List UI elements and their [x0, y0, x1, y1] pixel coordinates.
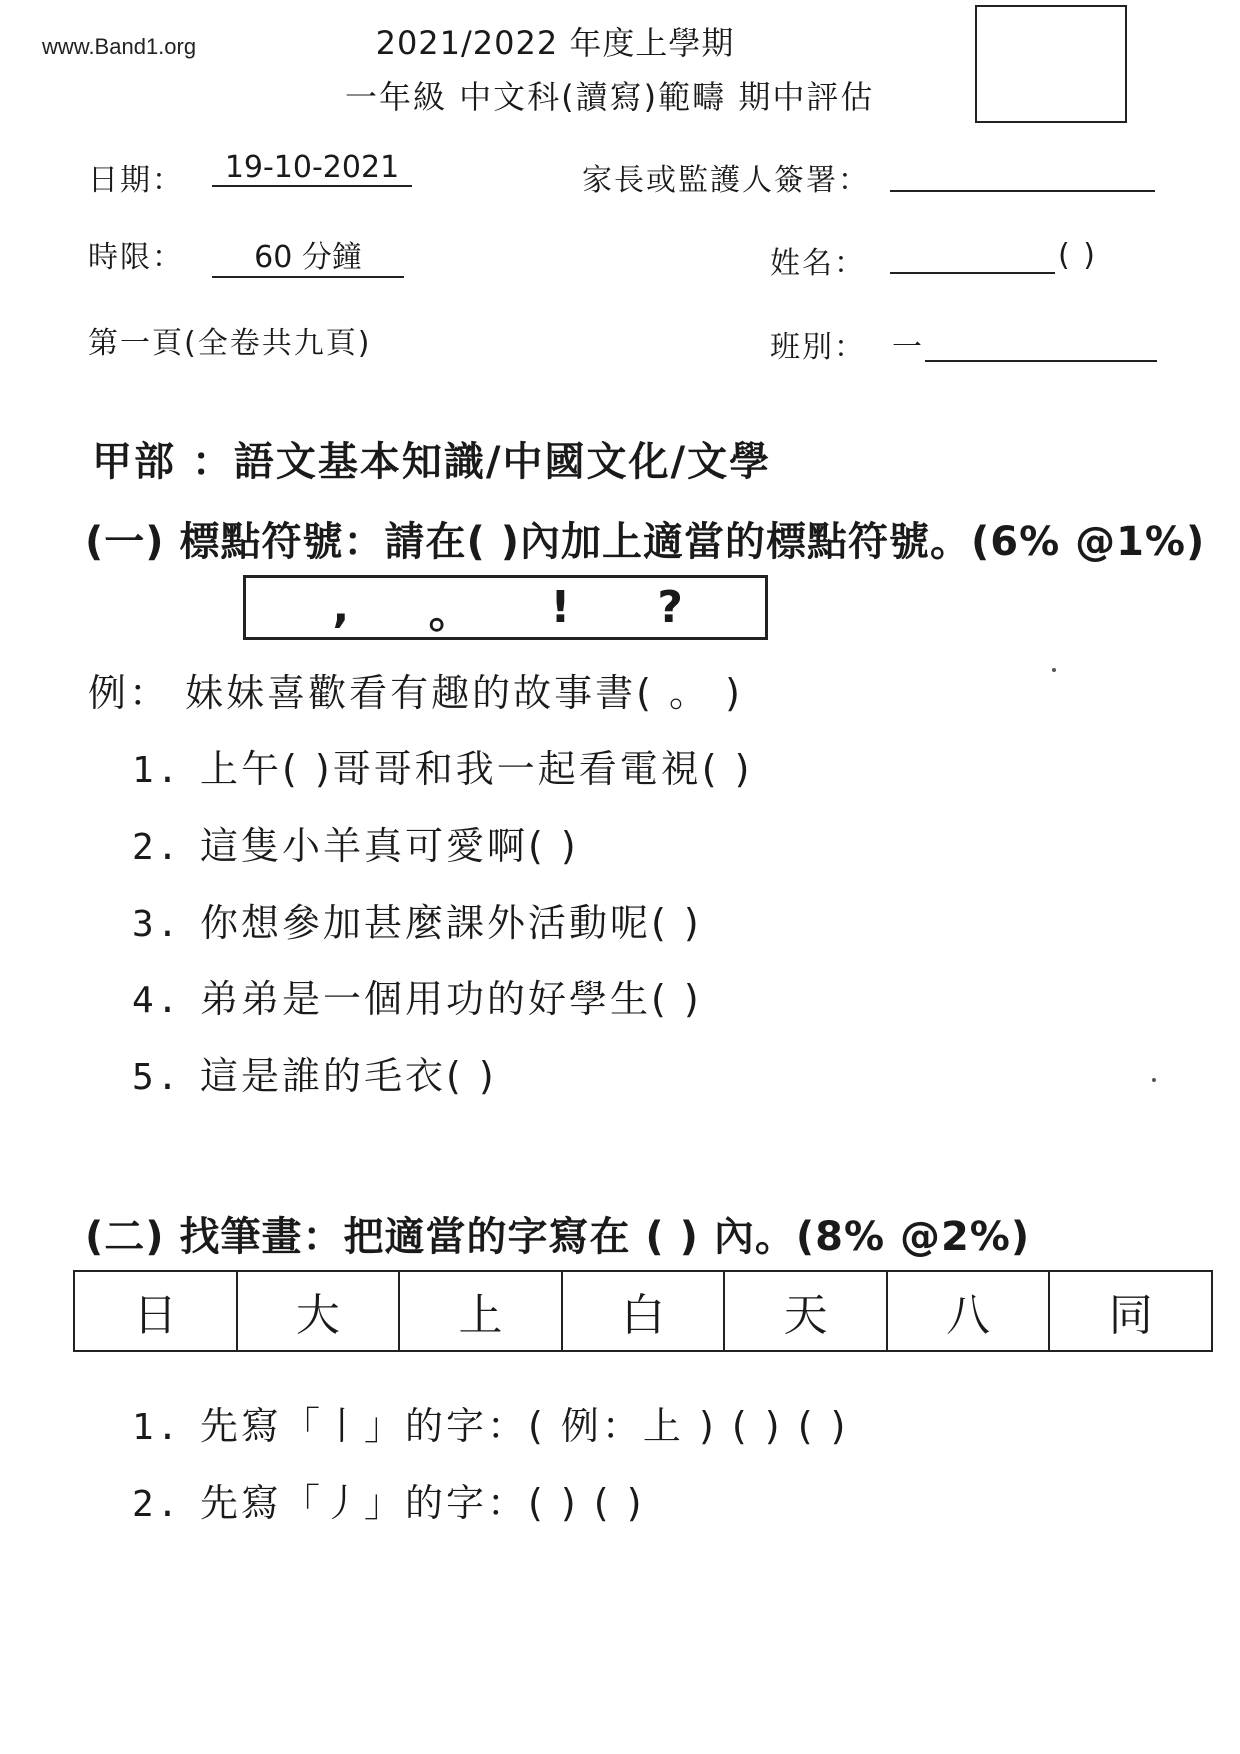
name-line[interactable]	[890, 272, 1055, 274]
q1-item-text: 你想參加甚麼課外活動呢( )	[200, 901, 702, 945]
q1-item-number: 4.	[132, 980, 182, 1021]
q1-item-text: 弟弟是一個用功的好學生( )	[200, 977, 702, 1021]
punct-option-period: 。	[428, 586, 473, 638]
q1-item[interactable]	[132, 815, 579, 870]
q2-item-number: 1.	[132, 1407, 182, 1448]
signature-label: 家長或監護人簽署：	[582, 163, 870, 198]
exam-title-line2: 一年級 中文科(讀寫)範疇 期中評估	[345, 78, 875, 116]
class-prefix: 一	[892, 330, 924, 365]
character-table	[73, 1270, 1213, 1352]
q1-item-number: 1.	[132, 750, 182, 791]
q1-item-text: 這是誰的毛衣( )	[200, 1054, 497, 1098]
q1-item[interactable]	[132, 892, 702, 947]
character-cell: 大	[238, 1272, 401, 1350]
section-a-heading: 甲部 ：語文基本知識/中國文化/文學	[92, 439, 772, 485]
watermark: www.Band1.org	[42, 34, 197, 59]
q1-item-number: 5.	[132, 1057, 182, 1098]
q2-item[interactable]	[132, 1395, 848, 1450]
character-cell: 白	[563, 1272, 726, 1350]
q2-item[interactable]	[132, 1472, 645, 1527]
score-box	[975, 5, 1127, 123]
q2-item-text: 先寫「丿」的字：( ) ( )	[200, 1481, 645, 1525]
punct-option-comma: ,	[332, 582, 350, 633]
q1-item-text: 這隻小羊真可愛啊( )	[200, 824, 579, 868]
character-cell: 八	[888, 1272, 1051, 1350]
scan-speck	[1152, 1078, 1156, 1082]
character-cell: 同	[1108, 1290, 1153, 1341]
page-indicator: 第一頁(全卷共九頁)	[88, 326, 372, 361]
name-label: 姓名：	[770, 246, 866, 281]
class-label: 班別：	[770, 330, 866, 365]
date-label: 日期：	[88, 163, 184, 198]
q2-item-text: 先寫「丨」的字：( 例：上 ) ( ) ( )	[200, 1404, 849, 1448]
time-label: 時限：	[88, 240, 184, 275]
q2-item-number: 2.	[132, 1484, 182, 1525]
character-cell: 日	[75, 1272, 238, 1350]
character-cell: 天	[725, 1272, 888, 1350]
scan-speck	[1052, 668, 1056, 672]
signature-line[interactable]	[890, 190, 1155, 192]
class-number-bracket: ( )	[1058, 238, 1097, 273]
q1-item-number: 3.	[132, 904, 182, 945]
q1-item-number: 2.	[132, 827, 182, 868]
q1-heading: (一) 標點符號：請在( )內加上適當的標點符號。(6% @1%)	[85, 519, 1206, 565]
q1-item[interactable]	[132, 968, 702, 1023]
character-cell: 上	[400, 1272, 563, 1350]
punct-option-question: ?	[657, 582, 683, 633]
date-value: 19-10-2021	[212, 150, 412, 187]
punct-option-exclamation: !	[550, 582, 571, 633]
class-line[interactable]	[925, 360, 1157, 362]
q1-item[interactable]	[132, 738, 752, 793]
q1-item[interactable]	[132, 1045, 497, 1100]
punctuation-options-box	[243, 575, 768, 640]
q1-example: 例： 妹妹喜歡看有趣的故事書( 。 )	[88, 671, 743, 715]
time-value: 60 分鐘	[212, 232, 404, 278]
exam-year-term: 2021/2022 年度上學期	[375, 24, 735, 62]
q2-heading: (二) 找筆畫：把適當的字寫在 ( ) 內。(8% @2%)	[85, 1214, 1031, 1260]
q1-item-text: 上午( )哥哥和我一起看電視( )	[200, 747, 753, 791]
